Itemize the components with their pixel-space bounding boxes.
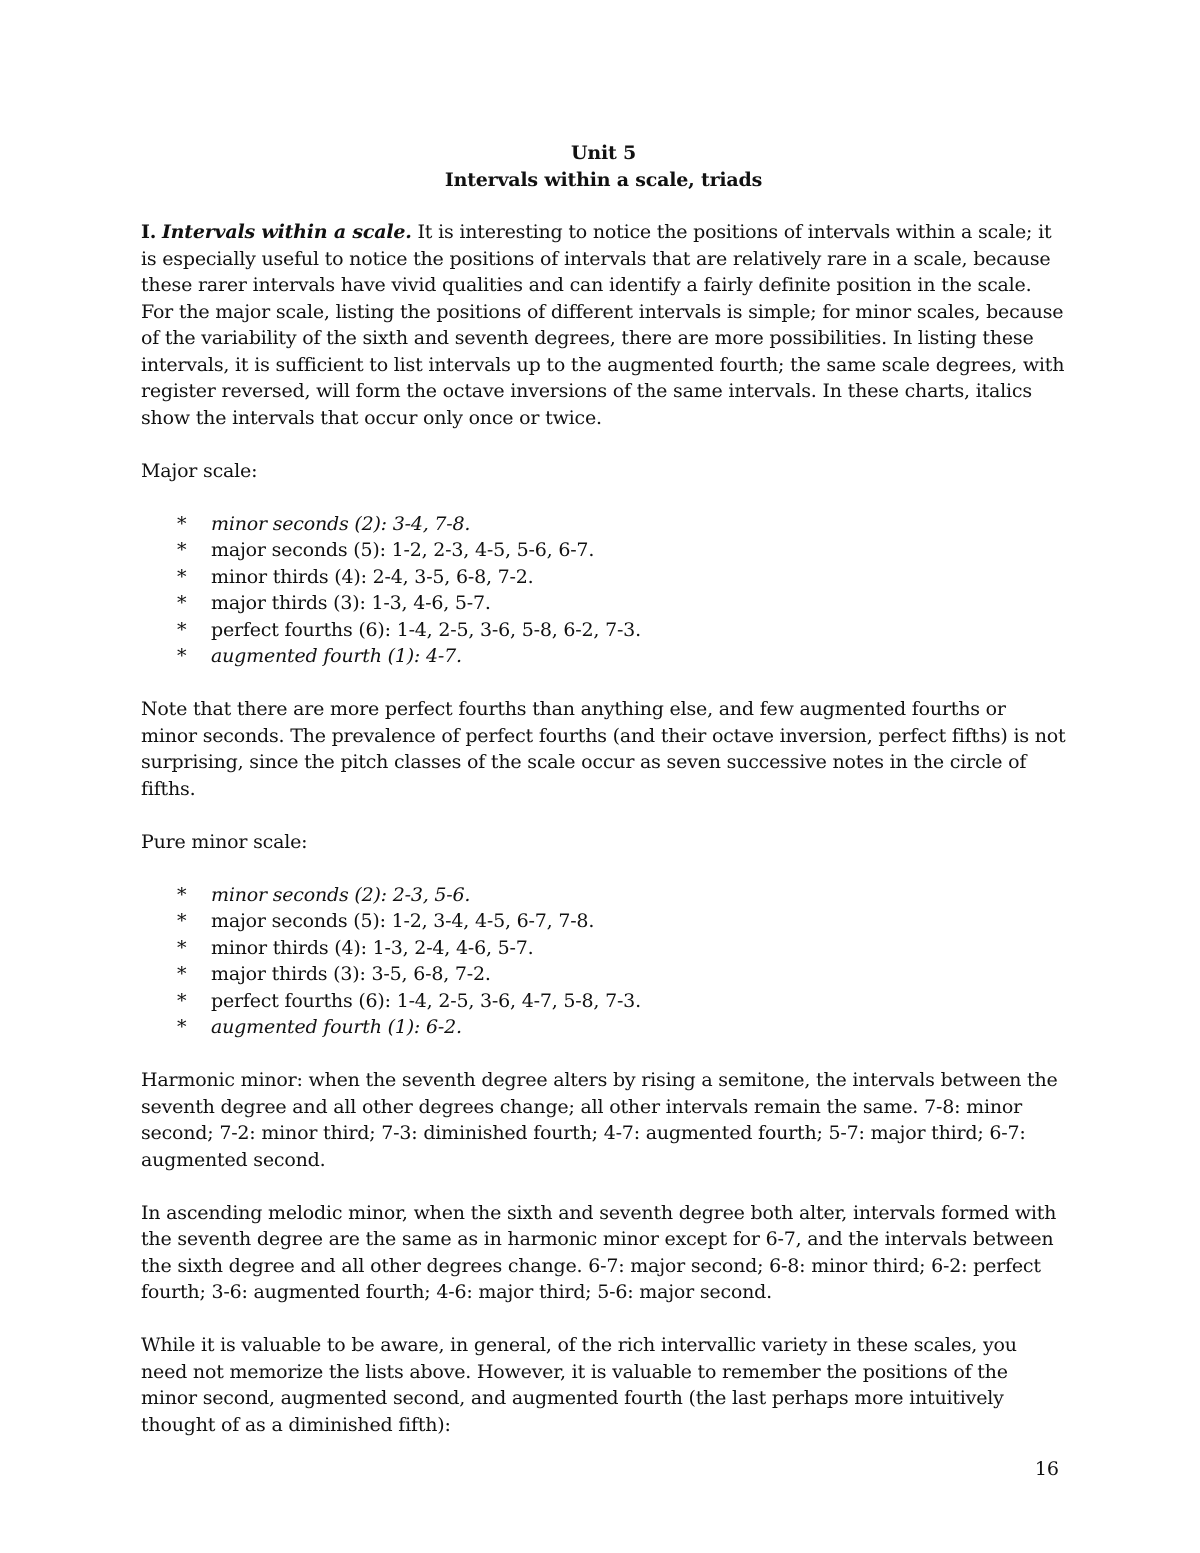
asterisk-bullet-icon: * (177, 1016, 187, 1038)
title-block (141, 140, 1066, 193)
list-item: * major seconds (5): 1-2, 2-3, 4-5, 5-6, 6-7. (177, 537, 1066, 564)
asterisk-bullet-icon: * (177, 989, 187, 1012)
asterisk-bullet-icon: * (177, 539, 187, 561)
section-number: I. (141, 221, 157, 243)
section-intro-paragraph (141, 219, 1066, 431)
page-number: 16 (1034, 1458, 1059, 1480)
list-item: * minor thirds (4): 2-4, 3-5, 6-8, 7-2. (177, 564, 1066, 591)
pure-minor-interval-list (141, 882, 1066, 1041)
asterisk-bullet-icon: * (177, 645, 187, 667)
list-item: * minor seconds (2): 3-4, 7-8. (177, 511, 1066, 538)
list-item: * perfect fourths (6): 1-4, 2-5, 3-6, 5-8, 6-2, 7-3. (177, 617, 1066, 644)
list-item: * major thirds (3): 1-3, 4-6, 5-7. (177, 590, 1066, 617)
list-item: * minor seconds (2): 2-3, 5-6. (177, 882, 1066, 909)
asterisk-bullet-icon: * (177, 512, 187, 535)
unit-title: Unit 5 (570, 142, 636, 164)
section-heading: Intervals within a scale. (161, 221, 412, 243)
list-item: * augmented fourth (1): 6-2. (177, 1014, 1066, 1041)
asterisk-bullet-icon: * (177, 910, 187, 932)
harmonic-minor-paragraph: Harmonic minor: when the seventh degree alters by rising a semitone, the intervals between the seventh degree and all other degrees change; all other intervals remain the same. 7-8: minor second; 7-2: minor third; 7-3: diminished fourth; 4-7: augmented fourth; 5-7: major third; 6-7: augmented second. (141, 1069, 1058, 1171)
list-item: * minor thirds (4): 1-3, 2-4, 4-6, 5-7. (177, 935, 1066, 962)
pure-minor-scale-label: Pure minor scale: (141, 830, 308, 853)
unit-subtitle: Intervals within a scale, triads (444, 168, 763, 191)
asterisk-bullet-icon: * (177, 963, 187, 985)
note-paragraph: Note that there are more perfect fourths than anything else, and few augmented fourths or minor seconds. The prevalence of perfect fourths (and their octave inversion, perfect fifths) is not surprising, since the pitch classes of the scale occur as seven successive notes in the circle of fifths. (141, 698, 1066, 800)
list-item: * perfect fourths (6): 1-4, 2-5, 3-6, 4-7, 5-8, 7-3. (177, 988, 1066, 1015)
melodic-minor-paragraph: In ascending melodic minor, when the sixth and seventh degree both alter, intervals formed with the seventh degree are the same as in harmonic minor except for 6-7, and the intervals between the sixth degree and all other degrees change. 6-7: major second; 6-8: minor third; 6-2: perfect fourth; 3-6: augmented fourth; 4-6: major third; 5-6: major second. (141, 1201, 1057, 1303)
closing-paragraph: While it is valuable to be aware, in general, of the rich intervallic variety in these scales, you need not memorize the lists above. However, it is valuable to remember the positions of the minor second, augmented second, and augmented fourth (the last perhaps more intuitively thought of as a diminished fifth): (141, 1334, 1017, 1436)
asterisk-bullet-icon: * (177, 565, 187, 588)
asterisk-bullet-icon: * (177, 883, 187, 906)
asterisk-bullet-icon: * (177, 592, 187, 614)
list-item: * major seconds (5): 1-2, 3-4, 4-5, 6-7, 7-8. (177, 908, 1066, 935)
section-intro-text: It is interesting to notice the positions of intervals within a scale; it is especially useful to notice the positions of intervals that are relatively rare in a scale, because these rarer intervals have vivid qualities and can identify a fairly definite position in the scale. For the major scale, listing the positions of different intervals is simple; for minor scales, because of the variability of the sixth and seventh degrees, there are more possibilities. In listing these intervals, it is sufficient to list intervals up to the augmented fourth; the same scale degrees, with register reversed, will form the octave inversions of the same intervals. In these charts, italics show the intervals that occur only once or twice. (141, 221, 1065, 429)
list-item: * augmented fourth (1): 4-7. (177, 643, 1066, 670)
document-page (141, 140, 1066, 1465)
major-scale-label: Major scale: (141, 459, 258, 482)
asterisk-bullet-icon: * (177, 618, 187, 641)
asterisk-bullet-icon: * (177, 936, 187, 959)
major-scale-interval-list (141, 511, 1066, 670)
list-item: * major thirds (3): 3-5, 6-8, 7-2. (177, 961, 1066, 988)
